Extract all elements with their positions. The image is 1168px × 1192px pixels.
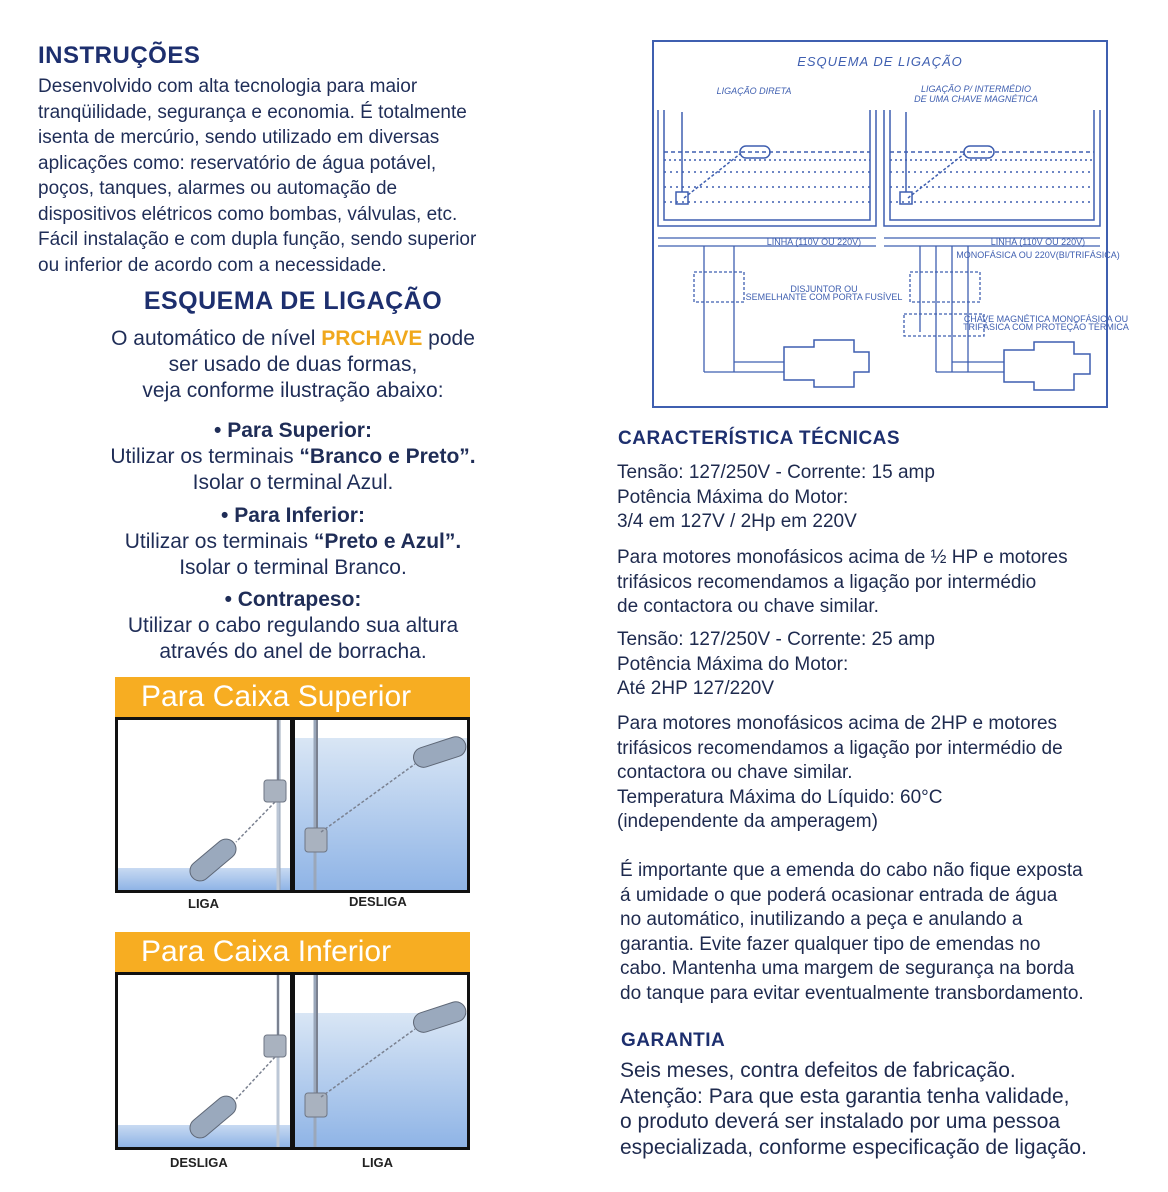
caracteristicas-title: CARACTERÍSTICA TÉCNICAS bbox=[618, 428, 901, 449]
aviso-line: á umidade o que poderá ocasionar entrada de água bbox=[620, 884, 1058, 906]
diagram-title: ESQUEMA DE LIGAÇÃO bbox=[797, 54, 963, 69]
spec-line: Até 2HP 127/220V bbox=[617, 678, 775, 699]
wiring-diagram-svg bbox=[654, 42, 1129, 406]
instrucoes-title: INSTRUÇÕES bbox=[38, 42, 201, 69]
spec-line: Tensão: 127/250V - Corrente: 15 amp bbox=[617, 462, 935, 483]
left-motor-icon bbox=[784, 340, 869, 387]
inferior-terminals: “Preto e Azul”. bbox=[313, 530, 462, 553]
right-tank bbox=[884, 110, 1100, 226]
caracteristicas-block-3 bbox=[617, 628, 1137, 702]
instrucoes-text bbox=[38, 74, 548, 278]
spec-line: Temperatura Máxima do Líquido: 60°C bbox=[617, 786, 943, 808]
aviso-block bbox=[620, 859, 1134, 1006]
intro-pre: O automático de nível bbox=[111, 327, 322, 350]
caixa-inferior-desliga-caption: DESLIGA bbox=[170, 1155, 228, 1170]
instrucoes-line: ou inferior de acordo com a necessidade. bbox=[38, 254, 387, 276]
superior-terminals: “Branco e Preto”. bbox=[299, 445, 476, 468]
caixa-inferior-liga-panel bbox=[292, 972, 470, 1150]
instrucoes-line: tranqüilidade, segurança e economia. É totalmente bbox=[38, 101, 467, 123]
float-switch-high-illustration bbox=[295, 975, 467, 1147]
caixa-superior-liga-panel bbox=[115, 717, 293, 893]
caixa-superior-liga-caption: LIGA bbox=[188, 896, 220, 911]
spec-line: trifásicos recomendamos a ligação por intermédio de bbox=[617, 737, 1063, 759]
right-switch bbox=[904, 246, 1004, 372]
spec-line: 3/4 em 127V / 2Hp em 220V bbox=[617, 511, 857, 532]
brand-name: PRCHAVE bbox=[321, 327, 423, 350]
instrucoes-line: Desenvolvido com alta tecnologia para maior bbox=[38, 76, 418, 97]
diagram-left-label: LIGAÇÃO DIRETA bbox=[716, 86, 792, 96]
caixa-superior-desliga-panel bbox=[292, 717, 470, 893]
superior-heading: • Para Superior: bbox=[214, 419, 372, 442]
diagram-right-label-2: DE UMA CHAVE MAGNÉTICA bbox=[914, 94, 1038, 104]
intro-post: pode bbox=[422, 327, 475, 350]
superior-line1 bbox=[38, 444, 548, 470]
diagram-chave-1: CHAVE MAGNÉTICA MONOFÁSICA OU bbox=[963, 314, 1129, 324]
wiring-diagram bbox=[652, 40, 1129, 408]
garantia-title: GARANTIA bbox=[621, 1030, 726, 1051]
diagram-right-label-1: LIGAÇÃO P/ INTERMÉDIO bbox=[920, 84, 1032, 94]
diagram-chave-2: TRIFÁSICA COM PROTEÇÃO TÉRMICA bbox=[963, 322, 1129, 332]
caracteristicas-block-1 bbox=[617, 461, 1137, 535]
garantia-line: especializada, conforme especificação de ligação. bbox=[620, 1135, 1087, 1159]
caixa-inferior-liga-caption: LIGA bbox=[362, 1155, 394, 1170]
garantia-line: Atenção: Para que esta garantia tenha validade, bbox=[620, 1084, 1070, 1108]
aviso-line: do tanque para evitar eventualmente transbordamento. bbox=[620, 982, 1084, 1004]
caixa-inferior-title: Para Caixa Inferior bbox=[115, 932, 470, 972]
spec-line: Potência Máxima do Motor: bbox=[617, 653, 849, 675]
inferior-heading: • Para Inferior: bbox=[221, 504, 365, 527]
contrapeso-line2: através do anel de borracha. bbox=[159, 640, 427, 663]
spec-line: Para motores monofásicos acima de ½ HP e motores bbox=[617, 547, 1068, 568]
inferior-line1 bbox=[38, 529, 548, 555]
caixa-inferior-desliga-panel bbox=[115, 972, 293, 1150]
esquema-intro-line3: veja conforme ilustração abaixo: bbox=[142, 379, 444, 402]
garantia-line: Seis meses, contra defeitos de fabricação. bbox=[620, 1059, 1016, 1082]
caixa-superior-title: Para Caixa Superior bbox=[115, 677, 470, 717]
superior-line1-pre: Utilizar os terminais bbox=[110, 445, 300, 468]
right-motor-icon bbox=[1004, 342, 1090, 390]
diagram-linha-right: LINHA (110V OU 220V) bbox=[990, 237, 1086, 247]
left-tank bbox=[658, 110, 876, 226]
float-switch-low-illustration bbox=[118, 720, 290, 890]
spec-line: Tensão: 127/250V - Corrente: 25 amp bbox=[617, 629, 935, 650]
inferior-line2: Isolar o terminal Branco. bbox=[179, 556, 407, 579]
esquema-intro-line2: ser usado de duas formas, bbox=[168, 353, 418, 376]
instrucoes-line: Fácil instalação e com dupla função, sendo superior bbox=[38, 229, 477, 250]
spec-line: (independente da amperagem) bbox=[617, 811, 878, 832]
aviso-line: garantia. Evite fazer qualquer tipo de emendas no bbox=[620, 933, 1041, 955]
contrapeso-block bbox=[38, 587, 548, 665]
inferior-block bbox=[38, 503, 548, 581]
spec-line: de contactora ou chave similar. bbox=[617, 596, 879, 617]
superior-block bbox=[38, 418, 548, 496]
float-switch-high-illustration bbox=[295, 720, 467, 890]
left-breaker bbox=[694, 246, 784, 372]
diagram-mono-label: MONOFÁSICA OU 220V(BI/TRIFÁSICA) bbox=[956, 250, 1120, 260]
spec-line: Potência Máxima do Motor: bbox=[617, 486, 849, 508]
garantia-text bbox=[620, 1058, 1134, 1160]
garantia-line: o produto deverá ser instalado por uma pessoa bbox=[620, 1110, 1061, 1133]
contrapeso-line1: Utilizar o cabo regulando sua altura bbox=[127, 614, 459, 637]
esquema-intro-line bbox=[38, 326, 548, 352]
caixa-superior-desliga-caption: DESLIGA bbox=[349, 894, 407, 909]
caracteristicas-block-4 bbox=[617, 712, 1147, 835]
diagram-disjuntor-2: SEMELHANTE COM PORTA FUSÍVEL bbox=[745, 292, 903, 302]
contrapeso-heading: • Contrapeso: bbox=[224, 588, 362, 611]
esquema-intro bbox=[38, 326, 548, 404]
aviso-line: cabo. Mantenha uma margem de segurança na borda bbox=[620, 958, 1075, 979]
inferior-line1-pre: Utilizar os terminais bbox=[124, 530, 314, 553]
aviso-line: no automático, inutilizando a peça e anulando a bbox=[620, 909, 1023, 930]
aviso-line: É importante que a emenda do cabo não fique exposta bbox=[620, 860, 1083, 881]
instrucoes-line: poços, tanques, alarmes ou automação de bbox=[38, 178, 398, 199]
diagram-disjuntor-1: DISJUNTOR OU bbox=[790, 284, 858, 294]
instrucoes-line: dispositivos elétricos como bombas, válvulas, etc. bbox=[38, 203, 458, 225]
esquema-title: ESQUEMA DE LIGAÇÃO bbox=[143, 287, 443, 315]
caracteristicas-block-2 bbox=[617, 546, 1137, 620]
instrucoes-line: isenta de mercúrio, sendo utilizado em diversas bbox=[38, 127, 440, 148]
spec-line: contactora ou chave similar. bbox=[617, 762, 853, 783]
spec-line: Para motores monofásicos acima de 2HP e motores bbox=[617, 713, 1058, 734]
instrucoes-line: aplicações como: reservatório de água potável, bbox=[38, 152, 437, 174]
diagram-linha-left: LINHA (110V OU 220V) bbox=[766, 237, 862, 247]
superior-line2: Isolar o terminal Azul. bbox=[192, 471, 394, 494]
float-switch-low-illustration bbox=[118, 975, 290, 1147]
spec-line: trifásicos recomendamos a ligação por intermédio bbox=[617, 571, 1037, 593]
